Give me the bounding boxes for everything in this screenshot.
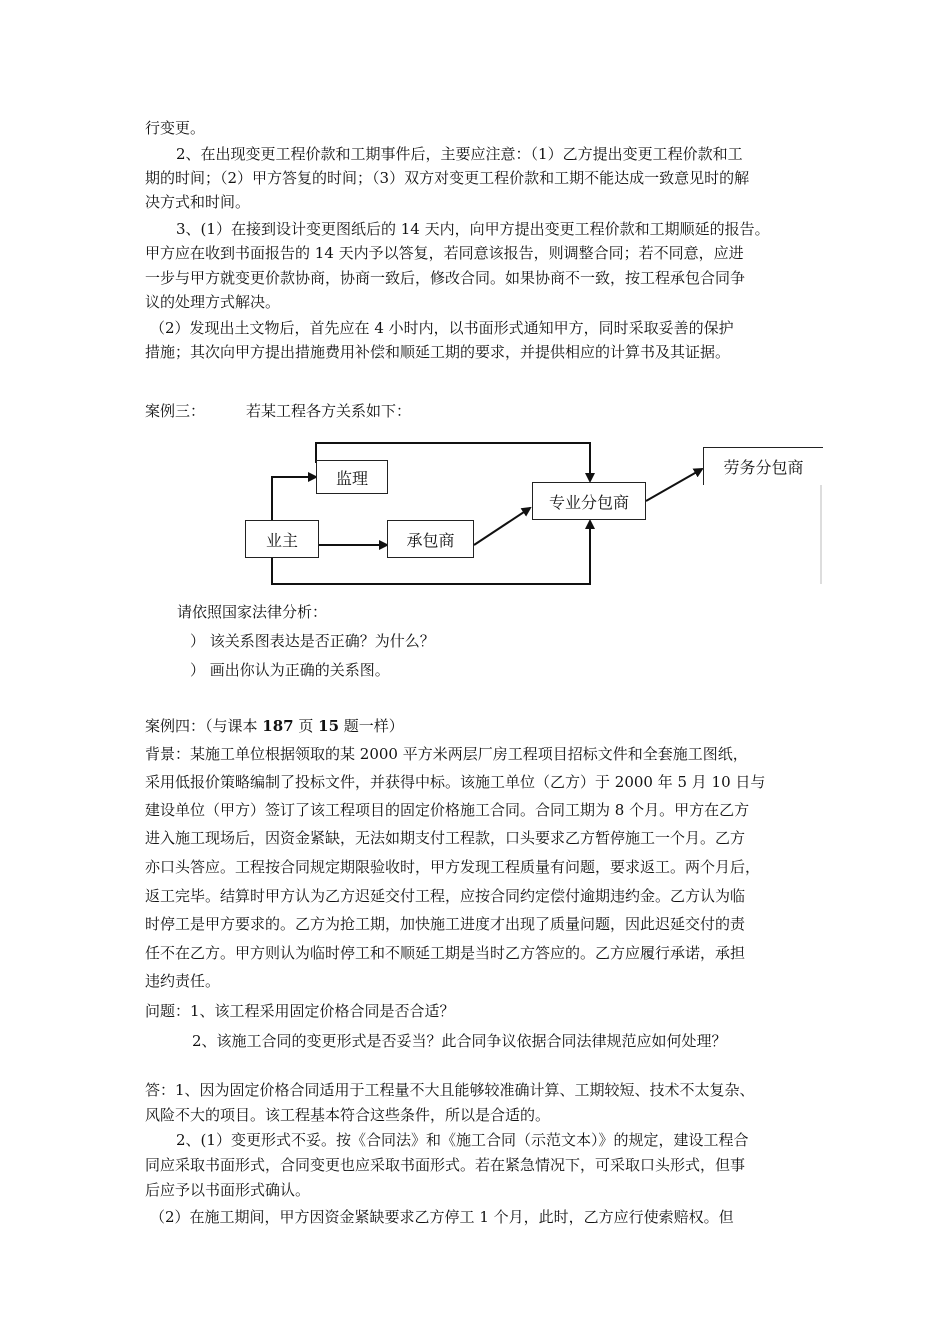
node-supervisor-label: 监理 (335, 468, 368, 488)
case4-answer-line: 2、(1）变更形式不妥。按《合同法》和《施工合同（示范文本）》的规定，建设工程合 (176, 1131, 749, 1149)
case4-title (145, 716, 825, 736)
case4-title-num: 15 (318, 717, 340, 735)
case3-intro: 若某工程各方关系如下： (246, 402, 412, 420)
case4-background-line: 违约责任。 (145, 972, 221, 990)
case4-answer-line: 同应采取书面形式，合同变更也应采取书面形式。若在紧急情况下，可采取口头形式，但事 (145, 1156, 746, 1174)
node-labor-subcontractor (703, 447, 823, 485)
case4-background-line: 背景：某施工单位根据领取的某 2000 平方米两层厂房工程项目招标文件和全套施工图纸， (145, 745, 748, 763)
case4-background-line: 任不在乙方。甲方则认为临时停工和不顺延工期是当时乙方答应的。乙方应履行承诺，承担 (145, 944, 746, 962)
case4-title-b: 页 (293, 717, 319, 735)
case4-background-line: 进入施工现场后，因资金紧缺，无法如期支付工程款，口头要求乙方暂停施工一个月。乙方 (145, 829, 746, 847)
case3-label: 案例三： (145, 402, 206, 420)
text-line: 议的处理方式解决。 (145, 293, 281, 311)
node-specialty-subcontractor (532, 482, 646, 520)
edge-contractor-specialty (474, 508, 530, 545)
text-line: 甲方应在收到书面报告的 14 天内予以答复，若同意该报告，则调整合同；若不同意，应进 (145, 244, 744, 262)
case4-background-line: 时停工是甲方要求的。乙方为抢工期，加快施工进度才出现了质量问题，因此迟延交付的责 (145, 915, 746, 933)
text-line: 3、(1）在接到设计变更图纸后的 14 天内，向甲方提出变更工程价款和工期顺延的报告。 (176, 220, 770, 238)
case4-answer-line: 后应予以书面形式确认。 (145, 1181, 311, 1199)
case4-answer-line: 答：1、因为固定价格合同适用于工程量不大且能够较准确计算、工期较短、技术不太复杂、 (145, 1081, 755, 1099)
case4-answer-line: （2）在施工期间，甲方因资金紧缺要求乙方停工 1 个月，此时，乙方应行使索赔权。但 (150, 1208, 734, 1226)
text-line: 2、在出现变更工程价款和工期事件后，主要应注意：（1）乙方提出变更工程价款和工 (176, 145, 743, 163)
case4-title-a: 案例四：（与课本 (145, 717, 263, 735)
node-owner-label: 业主 (265, 530, 298, 550)
case3-question-2: ） 画出你认为正确的关系图。 (190, 661, 390, 679)
relationship-diagram (0, 0, 950, 600)
node-specialty-subcontractor-label: 专业分包商 (548, 492, 629, 512)
case4-background-line: 亦口头答应。工程按合同规定期限验收时，甲方发现工程质量有问题，要求返工。两个月后， (145, 858, 761, 876)
edge-owner-supervisor (272, 477, 316, 520)
node-labor-subcontractor-label: 劳务分包商 (723, 458, 804, 477)
text-line: 行变更。 (145, 119, 206, 137)
text-line: 期的时间；（2）甲方答复的时间；（3）双方对变更工程价款和工期不能达成一致意见时的解 (145, 169, 750, 187)
edge-specialty-labor (646, 469, 702, 501)
node-contractor (387, 520, 474, 558)
text-line: （2）发现出土文物后，首先应在 4 小时内，以书面形式通知甲方，同时采取妥善的保护 (150, 319, 734, 337)
case4-title-page: 187 (262, 717, 294, 735)
case4-title-c: 题一样） (339, 717, 404, 735)
case4-background-line: 返工完毕。结算时甲方认为乙方迟延交付工程，应按合同约定偿付逾期违约金。乙方认为临 (145, 887, 746, 905)
node-contractor-label: 承包商 (406, 530, 455, 550)
text-line: 措施；其次向甲方提出措施费用补偿和顺延工期的要求，并提供相应的计算书及其证据。 (145, 343, 731, 361)
case4-question-1: 问题：1、该工程采用固定价格合同是否合适？ (145, 1002, 455, 1020)
case3-prompt: 请依照国家法律分析： (177, 603, 328, 621)
case4-answer-line: 风险不大的项目。该工程基本符合这些条件，所以是合适的。 (145, 1106, 551, 1124)
case3-question-1: ） 该关系图表达是否正确？为什么？ (190, 632, 435, 650)
text-line: 一步与甲方就变更价款协商，协商一致后，修改合同。如果协商不一致，按工程承包合同争 (145, 269, 746, 287)
case4-question-2: 2、该施工合同的变更形式是否妥当？此合同争议依据合同法律规范应如何处理？ (192, 1032, 727, 1050)
case4-background-line: 采用低报价策略编制了投标文件，并获得中标。该施工单位（乙方）于 2000 年 5 月 10 日与 (145, 773, 766, 791)
text-line: 决方式和时间。 (145, 193, 251, 211)
node-supervisor (316, 460, 388, 494)
node-owner (245, 520, 319, 558)
case4-background-line: 建设单位（甲方）签订了该工程项目的固定价格施工合同。合同工期为 8 个月。甲方在乙方 (145, 801, 750, 819)
